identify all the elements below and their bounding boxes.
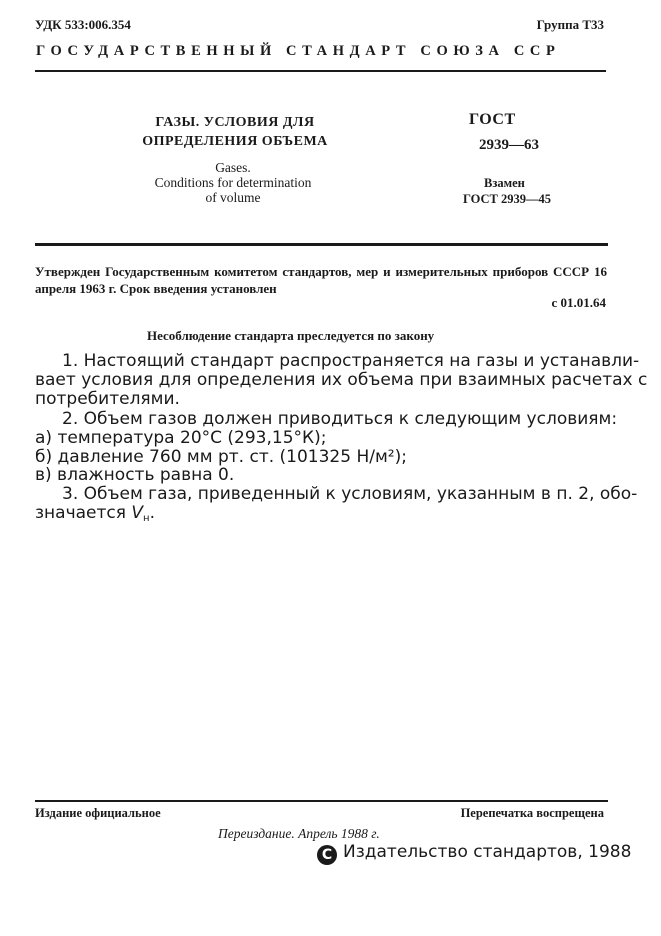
top-rule bbox=[35, 70, 606, 72]
udk-code: УДК 533:006.354 bbox=[35, 17, 131, 32]
approval-statement: Утвержден Государственным комитетом стандартов, мер и измерительных приборов СССР 16 апреля 1963 г. Срок введения установлен bbox=[35, 264, 607, 296]
paragraph-line bbox=[35, 504, 607, 529]
title-ru-line: ОПРЕДЕЛЕНИЯ ОБЪЕМА bbox=[142, 134, 328, 149]
replaces-number: ГОСТ 2939—45 bbox=[463, 192, 552, 206]
bottom-rule bbox=[35, 800, 608, 802]
condition-temperature: а) температура 20°С (293,15°К); bbox=[35, 427, 327, 448]
paragraph-line: вает условия для определения их объема при взаимных расчетах с bbox=[35, 369, 648, 390]
paragraph-3 bbox=[35, 484, 638, 529]
paragraph-text: . bbox=[149, 502, 155, 523]
penalty-notice: Несоблюдение стандарта преследуется по закону bbox=[147, 328, 435, 343]
state-standard-heading: ГОСУДАРСТВЕННЫЙ СТАНДАРТ СОЮЗА ССР bbox=[36, 43, 561, 59]
paragraph-text: значается bbox=[35, 502, 132, 523]
official-edition-label: Издание официальное bbox=[35, 806, 161, 820]
condition-humidity: в) влажность равна 0. bbox=[35, 465, 235, 486]
copyright-icon: С bbox=[317, 845, 337, 865]
paragraph-line: потребителями. bbox=[35, 388, 180, 409]
gost-label: ГОСТ bbox=[469, 111, 516, 128]
condition-pressure: б) давление 760 мм рт. ст. (101325 Н/м²); bbox=[35, 446, 407, 467]
middle-rule bbox=[35, 243, 608, 246]
title-en-line: Conditions for determination bbox=[154, 175, 312, 190]
paragraph-1 bbox=[35, 351, 648, 409]
title-ru-line: ГАЗЫ. УСЛОВИЯ ДЛЯ bbox=[155, 115, 315, 130]
document-title-en bbox=[118, 160, 348, 205]
reprint-notice: Перепечатка воспрещена bbox=[460, 806, 604, 820]
replaces-label: Взамен bbox=[484, 176, 525, 190]
copyright-line bbox=[317, 842, 631, 865]
paragraph-2 bbox=[35, 409, 618, 486]
reissue-note: Переиздание. Апрель 1988 г. bbox=[218, 826, 380, 841]
document-title-ru bbox=[137, 113, 333, 151]
title-en-line: Gases. bbox=[215, 160, 251, 175]
volume-symbol: V bbox=[131, 502, 144, 523]
effective-date: с 01.01.64 bbox=[551, 295, 606, 310]
copyright-text: Издательство стандартов, 1988 bbox=[343, 842, 632, 862]
title-en-line: of volume bbox=[205, 190, 261, 205]
group-code: Группа Т33 bbox=[536, 17, 604, 32]
paragraph-line: 1. Настоящий стандарт распространяется на газы и устанавли- bbox=[62, 351, 640, 371]
volume-subscript: н bbox=[143, 512, 150, 524]
gost-number: 2939—63 bbox=[479, 137, 539, 153]
paragraph-line: 3. Объем газа, приведенный к условиям, указанным в п. 2, обо- bbox=[62, 484, 638, 504]
paragraph-line: 2. Объем газов должен приводиться к следующим условиям: bbox=[62, 409, 618, 429]
